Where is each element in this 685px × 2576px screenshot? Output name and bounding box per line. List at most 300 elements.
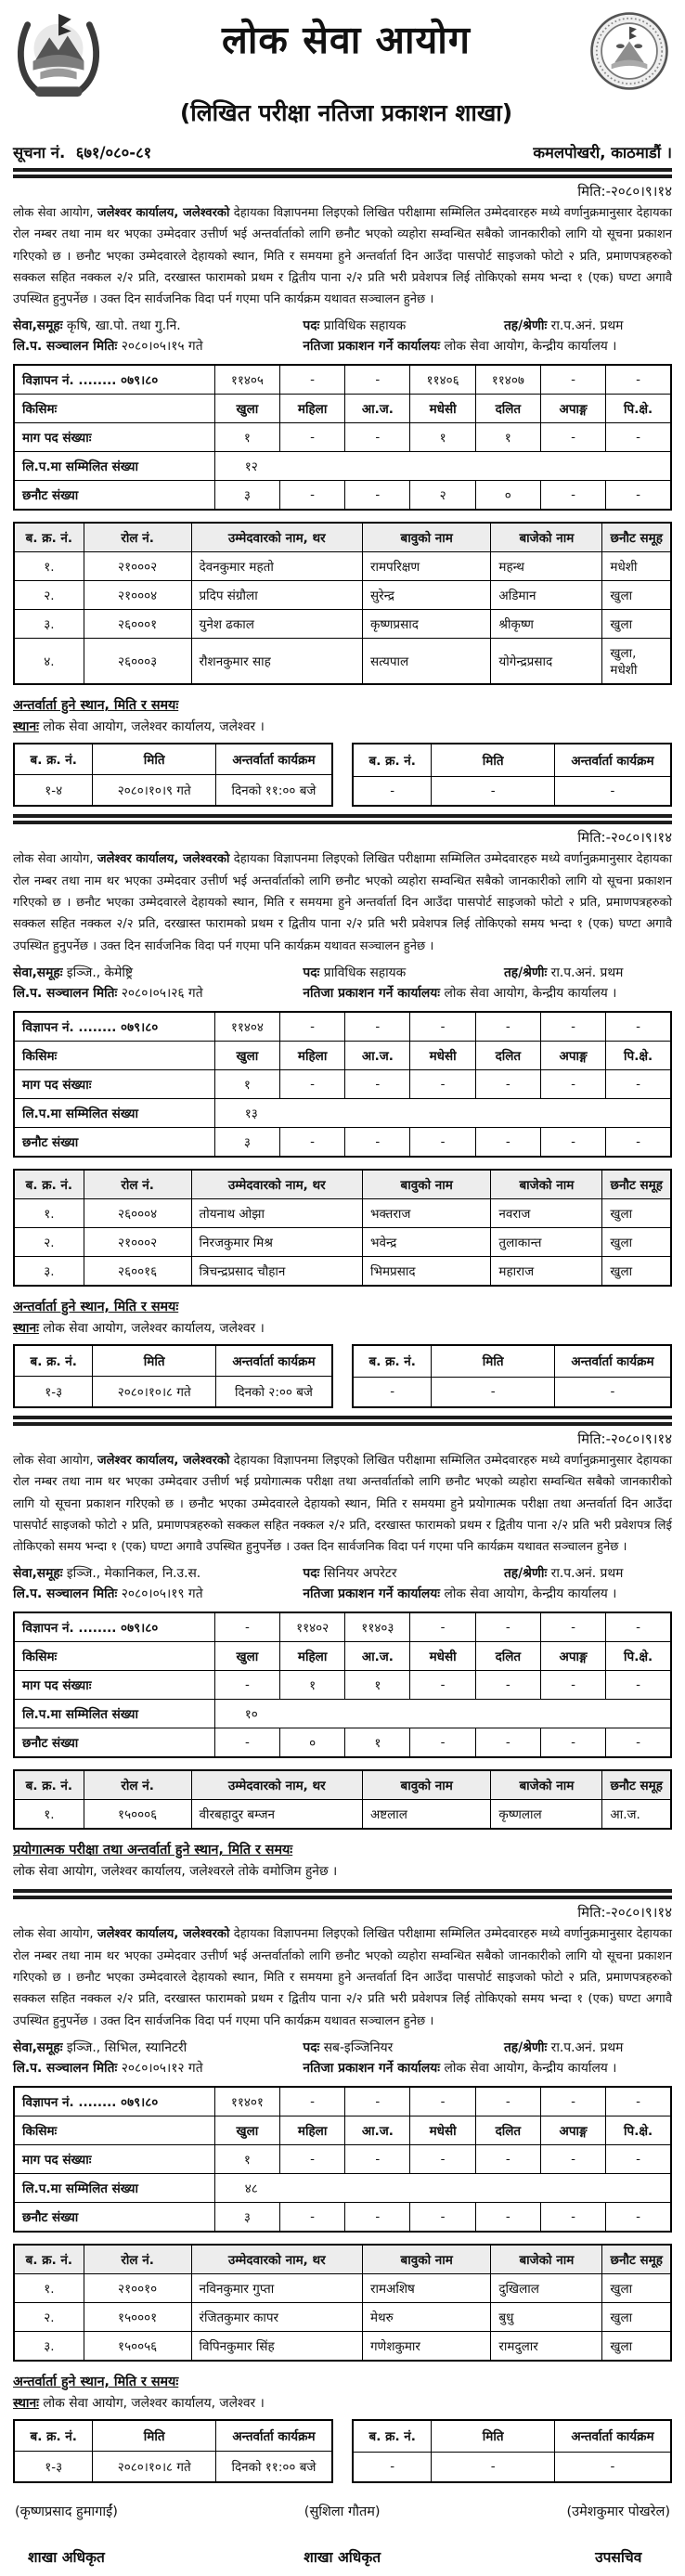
post-label: पदः [303, 318, 320, 334]
column-header: बाजेको नाम [491, 2245, 602, 2274]
table-row [14, 1012, 671, 1042]
column-header: मिति [93, 744, 215, 775]
selected-value: - [606, 1127, 671, 1157]
column-header: अन्तर्वार्ता कार्यक्रम [215, 744, 332, 775]
result-office-value: लोक सेवा आयोग, केन्द्रीय कार्यालय । [444, 339, 617, 355]
grandfather-name: योगेन्द्रप्रसाद [491, 639, 602, 685]
advert-number-label: विज्ञापन नं. ........ ०७९।८० [14, 1612, 214, 1642]
level-value: रा.प.अनं. प्रथम [550, 318, 624, 334]
demand-value: १ [214, 2144, 279, 2173]
demand-value: १ [345, 1671, 410, 1700]
para-body: देहायका विज्ञापनमा लिइएको लिखित परीक्षामा सम्मिलित उम्मेदवारहरु मध्ये वर्णानुक्रमानुसार देहायका रोल नम्बर तथा नाम थर भएका उम्मेदवार उत्तीर्ण भई अन्तर्वार्ताको लागि छनौट भएको व्यहोरा सम्वन्धित सबैको जानकारीको लागि यो सूचना प्रकाशन गरिएको छ । छनौट भएका उम्मेदवारले देहायको स्थान, मिति र समयमा हुने अन्तर्वार्ता दिन आउँदा पासपोर्ट साइजको फोटो २ प्रति, प्रमाणपत्रहरुको सक्कल सहित नक्कल २/२ प्रति, दरखास्त फारामको प्रथम र द्वितीय पाना २/२ प्रति भरी प्रवेशपत्र लिई तोकिएको समय भन्दा १ (एक) घण्टा अगावै उपस्थित हुनुपर्नेछ । उक्त दिन सार्वजनिक विदा पर्न गएमा पनि कार्यक्रम यथावत सञ्चालन हुनेछ । [13, 206, 672, 307]
candidate-name: युनेश ढकाल [191, 610, 362, 639]
signatory-3 [566, 2502, 670, 2567]
exam-date-row [13, 1585, 672, 1602]
advert-number-value: - [606, 2087, 671, 2116]
table-row [14, 639, 671, 685]
included-value: १२ [214, 452, 671, 481]
grandfather-name: नवराज [491, 1198, 602, 1227]
advert-number-value: - [606, 365, 671, 395]
table-row [14, 2245, 671, 2274]
roll-number: २१००१० [84, 2273, 191, 2302]
section-divider [13, 168, 672, 178]
table-row [14, 581, 671, 610]
interview-table-right [352, 2419, 672, 2483]
serial-number: ३. [14, 1256, 84, 1286]
demand-value: - [540, 1671, 605, 1700]
selected-value: १ [345, 1728, 410, 1758]
exam-date-value: २०८०।०५।१२ गते [121, 2060, 203, 2076]
para-body: देहायका विज्ञापनमा लिइएको लिखित परीक्षामा सम्मिलित उम्मेदवारहरु मध्ये वर्णानुक्रमानुसार देहायका रोल नम्बर तथा नाम थर भएका उम्मेदवार उत्तीर्ण भई अन्तर्वार्ताको लागि छनौट भएको व्यहोरा सम्वन्धित सबैको जानकारीको लागि यो सूचना प्रकाशन गरिएको छ । छनौट भएका उम्मेदवारले देहायको स्थान, मिति र समयमा हुने अन्तर्वार्ता दिन आउँदा पासपोर्ट साइजको फोटो २ प्रति, प्रमाणपत्रहरुको सक्कल सहित नक्कल २/२ प्रति, दरखास्त फारामको प्रथम र द्वितीय पाना २/२ प्रति भरी प्रवेशपत्र लिई तोकिएको समय भन्दा १ (एक) घण्टा अगावै उपस्थित हुनुपर्नेछ । उक्त दिन सार्वजनिक विदा पर्न गएमा पनि कार्यक्रम यथावत सञ्चालन हुनेछ । [13, 852, 672, 953]
column-header: अन्तर्वार्ता कार्यक्रम [554, 1345, 671, 1378]
table-row [14, 1127, 671, 1157]
exam-date [13, 337, 303, 355]
section-date: मिति:-२०८०।९।१४ [577, 1904, 672, 1922]
father-name: भवेन्द्र [362, 1227, 490, 1256]
column-header: ब. क्र. नं. [353, 1345, 432, 1378]
place-label: स्थानः [13, 719, 39, 735]
service-row [13, 964, 672, 981]
category-header: अपाङ्ग [540, 2116, 605, 2144]
column-header: छनौट समूह [602, 523, 671, 552]
candidate-name: तोयनाथ ओझा [191, 1198, 362, 1227]
table-row [14, 552, 671, 581]
table-row [14, 1041, 671, 1069]
post-value: सिनियर अपरेटर [323, 1566, 397, 1582]
grandfather-name: तुलाकान्त [491, 1227, 602, 1256]
service-label: सेवा,समूहः [13, 2039, 63, 2055]
demand-value: - [540, 423, 605, 452]
selected-value: ० [475, 481, 540, 511]
category-header: मधेसी [410, 395, 475, 423]
level-label: तह/श्रेणीः [503, 964, 548, 980]
nepal-coat-of-arms-icon [13, 7, 106, 108]
demand-value: - [345, 2144, 410, 2173]
grandfather-name: रामदुलार [491, 2331, 602, 2361]
candidate-name: निरजकुमार मिश्र [191, 1227, 362, 1256]
advert-number-value: - [410, 2087, 475, 2116]
column-header: ब. क्र. नं. [14, 2420, 93, 2452]
level [504, 317, 672, 334]
vacancy-summary-table [13, 1011, 672, 1158]
demand-value: - [410, 1069, 475, 1098]
candidate-name: प्रदिप संग्रौला [191, 581, 362, 610]
interview-value: - [554, 1377, 671, 1406]
section-divider [13, 1416, 672, 1426]
category-header: खुला [214, 1642, 279, 1671]
candidate-name: वीरबहादुर बम्जन [191, 1800, 362, 1830]
interview-place [13, 1319, 672, 1337]
advert-number-value: ११४०४ [214, 1012, 279, 1042]
table-row [353, 744, 671, 776]
place-value: लोक सेवा आयोग, जलेश्वर कार्यालय, जलेश्वर । [43, 719, 265, 735]
advert-number-value: - [345, 1012, 410, 1042]
result-section-2 [13, 828, 672, 1407]
exam-date [13, 984, 303, 1002]
serial-number: २. [14, 2302, 84, 2331]
advert-number-value: - [410, 1612, 475, 1642]
column-header: उम्मेदवारको नाम, थर [191, 1170, 362, 1199]
serial-number: १. [14, 552, 84, 581]
category-header: आ.ज. [345, 395, 410, 423]
column-header: अन्तर्वार्ता कार्यक्रम [215, 1345, 332, 1377]
advert-number-label: विज्ञापन नं. ........ ०७९।८० [14, 365, 214, 395]
demand-value: - [475, 1671, 540, 1700]
demand-value: - [280, 423, 345, 452]
selected-value: - [410, 2202, 475, 2232]
result-office [303, 337, 672, 355]
category-header: मधेसी [410, 1041, 475, 1069]
category-header: आ.ज. [345, 1642, 410, 1671]
table-row [14, 1770, 671, 1800]
column-header: ब. क्र. नं. [14, 2245, 84, 2274]
selected-label: छनौट संख्या [14, 1728, 214, 1758]
exam-date-label: लि.प. सञ्चालन मितिः [13, 2060, 118, 2076]
post-value: प्राविधिक सहायक [323, 964, 407, 980]
selected-value: - [475, 1127, 540, 1157]
column-header: बावुको नाम [362, 1170, 490, 1199]
grandfather-name: अडिमान [491, 581, 602, 610]
column-header: रोल नं. [84, 523, 191, 552]
level [504, 2039, 672, 2056]
level-label: तह/श्रेणीः [503, 318, 548, 334]
advert-number-value: - [345, 365, 410, 395]
advert-number-label: विज्ञापन नं. ........ ०७९।८० [14, 2087, 214, 2116]
demand-label: माग पद संख्याः [14, 1671, 214, 1700]
demand-value: - [475, 2144, 540, 2173]
post-label: पदः [303, 1566, 320, 1582]
post [303, 2039, 504, 2056]
table-row [353, 1377, 671, 1406]
category-header: दलित [475, 2116, 540, 2144]
selected-value: ३ [214, 2202, 279, 2232]
table-row [14, 1728, 671, 1758]
exam-date-label: लि.प. सञ्चालन मितिः [13, 339, 118, 355]
post [303, 964, 504, 981]
selected-value: - [410, 1728, 475, 1758]
selected-value: - [345, 1127, 410, 1157]
table-row [14, 1098, 671, 1127]
selection-group: खुला [602, 2331, 671, 2361]
category-label: किसिमः [14, 395, 214, 423]
para-prefix: लोक सेवा आयोग, [13, 1453, 97, 1468]
interview-table-right [352, 1344, 672, 1408]
demand-label: माग पद संख्याः [14, 1069, 214, 1098]
column-header: ब. क्र. नं. [353, 2420, 432, 2453]
grandfather-name: बुधु [491, 2302, 602, 2331]
section-divider [13, 814, 672, 824]
included-label: लि.प.मा सम्मिलित संख्या [14, 2173, 214, 2202]
column-header: बाजेको नाम [491, 523, 602, 552]
category-header: महिला [280, 395, 345, 423]
interview-tables [13, 2419, 672, 2483]
selected-value: - [280, 2202, 345, 2232]
demand-value: - [410, 2144, 475, 2173]
demand-value: - [280, 2144, 345, 2173]
section-date: मिति:-२०८०।९।१४ [577, 829, 672, 847]
category-header: पि.क्षे. [606, 2116, 671, 2144]
interview-table-left [13, 743, 333, 807]
notice-paragraph [13, 1450, 672, 1558]
table-row [14, 523, 671, 552]
result-office [303, 2059, 672, 2077]
advert-number-value: - [280, 2087, 345, 2116]
service-value: इञ्जि., केमेष्ट्रि [66, 964, 134, 980]
interview-table-left [13, 2419, 333, 2483]
category-header: महिला [280, 1642, 345, 1671]
interview-table-right [352, 743, 672, 807]
demand-value: - [606, 423, 671, 452]
roll-number: २६०००३ [84, 639, 191, 685]
org-name: लोक सेवा आयोग [222, 18, 471, 62]
table-row [14, 1256, 671, 1286]
level [504, 1564, 672, 1582]
included-value: ४८ [214, 2173, 671, 2202]
section-divider [13, 1889, 672, 1899]
advert-number-value: - [475, 2087, 540, 2116]
candidate-name: नविनकुमार गुप्ता [191, 2273, 362, 2302]
advert-number-value: ११४०६ [410, 365, 475, 395]
demand-value: - [280, 1069, 345, 1098]
father-name: गणेशकुमार [362, 2331, 490, 2361]
category-header: अपाङ्ग [540, 1041, 605, 1069]
interview-heading: अन्तर्वार्ता हुने स्थान, मिति र समयः [13, 698, 179, 714]
selected-value: - [280, 1127, 345, 1157]
result-office-label: नतिजा प्रकाशन गर्ने कार्यालयः [303, 1586, 441, 1602]
table-row [14, 1700, 671, 1728]
selected-label: छनौट संख्या [14, 2202, 214, 2232]
advert-number-value: - [280, 1012, 345, 1042]
result-section-4 [13, 1903, 672, 2482]
column-header: अन्तर्वार्ता कार्यक्रम [554, 744, 671, 776]
selected-value: - [540, 1127, 605, 1157]
interview-tables [13, 743, 672, 807]
service-value: इञ्जि., मेकानिकल, नि.उ.स. [66, 1566, 201, 1582]
demand-value: - [606, 1671, 671, 1700]
post-value: प्राविधिक सहायक [323, 318, 407, 334]
grandfather-name: महाराज [491, 1256, 602, 1286]
table-row [353, 2420, 671, 2453]
result-office-label: नतिजा प्रकाशन गर्ने कार्यालयः [303, 339, 441, 355]
category-header: आ.ज. [345, 2116, 410, 2144]
post-value: सब-इञ्जिनियर [323, 2039, 394, 2055]
service-label: सेवा,समूहः [13, 964, 63, 980]
notice-number-value: ६७१/०८०-८१ [75, 144, 152, 162]
father-name: अष्टलाल [362, 1800, 490, 1830]
category-header: पि.क्षे. [606, 1041, 671, 1069]
category-header: मधेसी [410, 1642, 475, 1671]
included-label: लि.प.मा सम्मिलित संख्या [14, 1098, 214, 1127]
selection-group: खुला [602, 1256, 671, 1286]
selected-value: - [540, 1728, 605, 1758]
selected-value: ३ [214, 481, 279, 511]
demand-label: माग पद संख्याः [14, 423, 214, 452]
column-header: ब. क्र. नं. [353, 744, 432, 776]
father-name: भक्तराज [362, 1198, 490, 1227]
roll-number: १५०००१ [84, 2302, 191, 2331]
table-row [14, 2087, 671, 2116]
candidate-name: त्रिचन्द्रप्रसाद चौहान [191, 1256, 362, 1286]
result-office-value: लोक सेवा आयोग, केन्द्रीय कार्यालय । [444, 985, 617, 1001]
interview-heading: अन्तर्वार्ता हुने स्थान, मिति र समयः [13, 2374, 179, 2389]
table-row [14, 2420, 332, 2452]
level-label: तह/श्रेणीः [503, 2039, 548, 2055]
selected-value: - [280, 481, 345, 511]
column-header: उम्मेदवारको नाम, थर [191, 2245, 362, 2274]
service-group [13, 317, 303, 334]
selected-value: - [345, 2202, 410, 2232]
exam-date-row [13, 337, 672, 355]
interview-value: २०८०।१०।९ गते [93, 775, 215, 807]
included-label: लि.प.मा सम्मिलित संख्या [14, 1700, 214, 1728]
signatory-name: (सुशिला गौतम) [304, 2504, 381, 2519]
advert-number-value: - [540, 2087, 605, 2116]
category-header: अपाङ्ग [540, 395, 605, 423]
column-header: ब. क्र. नं. [14, 1345, 93, 1377]
vacancy-summary-table [13, 1612, 672, 1758]
level-value: रा.प.अनं. प्रथम [550, 2039, 624, 2055]
column-header: ब. क्र. नं. [14, 523, 84, 552]
practical-note: लोक सेवा आयोग, जलेश्वर कार्यालय, जलेश्वरले तोके वमोजिम हुनेछ । [13, 1864, 338, 1880]
column-header: रोल नं. [84, 1770, 191, 1800]
service-row [13, 1564, 672, 1582]
branch-subtitle: (लिखित परीक्षा नतिजा प्रकाशन शाखा) [179, 99, 513, 126]
column-header: मिति [432, 744, 554, 776]
para-office-bold: जलेश्वर कार्यालय, जलेश्वरको [97, 1927, 230, 1942]
advert-number-value: ११४०५ [214, 365, 279, 395]
exam-date [13, 1585, 303, 1602]
advert-number-value: ११४०२ [280, 1612, 345, 1642]
demand-value: - [540, 1069, 605, 1098]
column-header: बाजेको नाम [491, 1170, 602, 1199]
selection-group: खुला [602, 581, 671, 610]
category-label: किसिमः [14, 2116, 214, 2144]
notice-paragraph [13, 202, 672, 310]
column-header: बावुको नाम [362, 1770, 490, 1800]
selection-group: खुला [602, 2302, 671, 2331]
category-header: महिला [280, 2116, 345, 2144]
para-body: देहायका विज्ञापनमा लिइएको लिखित परीक्षामा सम्मिलित उम्मेदवारहरु मध्ये वर्णानुक्रमानुसार देहायका रोल नम्बर तथा नाम थर भएका उम्मेदवार उत्तीर्ण भई प्रयोगात्मक परीक्षा तथा अन्तर्वार्ताको लागि छनौट भएको व्यहोरा सम्वन्धित सबैको जानकारीको लागि यो सूचना प्रकाशन गरिएको छ । छनौट भएका उम्मेदवारले देहायको स्थान, मिति र समयमा हुने प्रयोगात्मक परीक्षा तथा अन्तर्वार्ता दिन आउँदा पासपोर्ट साइजको फोटो २ प्रति, प्रमाणपत्रहरुको सक्कल सहित नक्कल २/२ प्रति, दरखास्त फारामको प्रथम र द्वितीय पाना २/२ प्रति भरी प्रवेशपत्र लिई तोकिएको समय भन्दा १ (एक) घण्टा अगावै उपस्थित हुनुपर्नेछ । उक्त दिन सार्वजनिक विदा पर्न गएमा पनि कार्यक्रम यथावत सञ्चालन हुनेछ । [13, 1453, 672, 1555]
office-address: कमलपोखरी, काठमाडौं । [533, 144, 672, 162]
para-office-bold: जलेश्वर कार्यालय, जलेश्वरको [97, 206, 230, 220]
place-label: स्थानः [13, 1320, 39, 1336]
advert-number-value: - [214, 1612, 279, 1642]
interview-value: १-४ [14, 775, 93, 807]
signatory-2 [304, 2502, 381, 2567]
interview-value: - [353, 2452, 432, 2481]
exam-date-value: २०८०।०५।२६ गते [121, 985, 203, 1001]
selected-value: - [214, 1728, 279, 1758]
candidates-table [13, 522, 672, 685]
service-group [13, 1564, 303, 1582]
serial-number: २. [14, 1227, 84, 1256]
table-row [14, 610, 671, 639]
interview-place [13, 2394, 672, 2412]
advert-number-value: - [606, 1612, 671, 1642]
table-row [14, 481, 671, 511]
candidate-name: रौशनकुमार साह [191, 639, 362, 685]
serial-number: १. [14, 1800, 84, 1830]
advert-number-value: - [475, 1012, 540, 1042]
selected-value: - [606, 481, 671, 511]
interview-value: २०८०।१०।८ गते [93, 2451, 215, 2482]
category-header: दलित [475, 395, 540, 423]
roll-number: १५०००६ [84, 1800, 191, 1830]
para-prefix: लोक सेवा आयोग, [13, 206, 97, 220]
demand-value: - [345, 1069, 410, 1098]
table-row [14, 2116, 671, 2144]
demand-value: - [540, 2144, 605, 2173]
serial-number: १. [14, 1198, 84, 1227]
table-row [14, 2331, 671, 2361]
grandfather-name: महन्थ [491, 552, 602, 581]
exam-date [13, 2059, 303, 2077]
exam-date-row [13, 2059, 672, 2077]
roll-number: २६०००१ [84, 610, 191, 639]
selected-value: - [345, 481, 410, 511]
table-row [14, 1642, 671, 1671]
advert-number-label: विज्ञापन नं. ........ ०७९।८० [14, 1012, 214, 1042]
service-row [13, 2039, 672, 2056]
service-label: सेवा,समूहः [13, 1566, 63, 1582]
interview-heading: अन्तर्वार्ता हुने स्थान, मिति र समयः [13, 1299, 179, 1314]
advert-number-value: - [280, 365, 345, 395]
service-group [13, 2039, 303, 2056]
signatory-title: शाखा अधिकृत [304, 2548, 381, 2566]
result-office-label: नतिजा प्रकाशन गर्ने कार्यालयः [303, 985, 441, 1001]
demand-value: - [410, 1671, 475, 1700]
signatory-title: उपसचिव [595, 2548, 642, 2566]
selection-group: खुला [602, 610, 671, 639]
selected-value: २ [410, 481, 475, 511]
column-header: उम्मेदवारको नाम, थर [191, 523, 362, 552]
interview-value: - [554, 2452, 671, 2481]
interview-value: दिनको २:०० बजे [215, 1376, 332, 1407]
column-header: छनौट समूह [602, 2245, 671, 2274]
exam-date-row [13, 984, 672, 1002]
category-header: पि.क्षे. [606, 1642, 671, 1671]
demand-value: १ [410, 423, 475, 452]
column-header: मिति [93, 2420, 215, 2452]
roll-number: २१०००२ [84, 1227, 191, 1256]
psc-seal-icon [587, 7, 672, 95]
interview-value: - [554, 776, 671, 806]
post-label: पदः [303, 964, 320, 980]
roll-number: २६००१६ [84, 1256, 191, 1286]
grandfather-name: दुखिलाल [491, 2273, 602, 2302]
table-row [14, 1800, 671, 1830]
selected-value: - [410, 1127, 475, 1157]
result-office-value: लोक सेवा आयोग, केन्द्रीय कार्यालय । [444, 1586, 617, 1602]
service-value: इञ्जि., सिभिल, स्यानिटरी [66, 2039, 187, 2055]
signatory-name: (उमेशकुमार पोखरेल) [566, 2504, 670, 2519]
signature-block [13, 2502, 672, 2567]
exam-date-label: लि.प. सञ्चालन मितिः [13, 1586, 118, 1602]
selected-value: - [606, 1728, 671, 1758]
demand-label: माग पद संख्याः [14, 2144, 214, 2173]
column-header: छनौट समूह [602, 1170, 671, 1199]
father-name: मेथरु [362, 2302, 490, 2331]
advert-number-value: - [410, 1012, 475, 1042]
interview-value: - [432, 1377, 554, 1406]
selected-value: - [475, 1728, 540, 1758]
selected-value: ० [280, 1728, 345, 1758]
para-prefix: लोक सेवा आयोग, [13, 852, 97, 867]
signatory-title: शाखा अधिकृत [28, 2548, 105, 2566]
table-row [14, 1376, 332, 1407]
table-row [14, 2144, 671, 2173]
para-office-bold: जलेश्वर कार्यालय, जलेश्वरको [97, 1453, 230, 1468]
